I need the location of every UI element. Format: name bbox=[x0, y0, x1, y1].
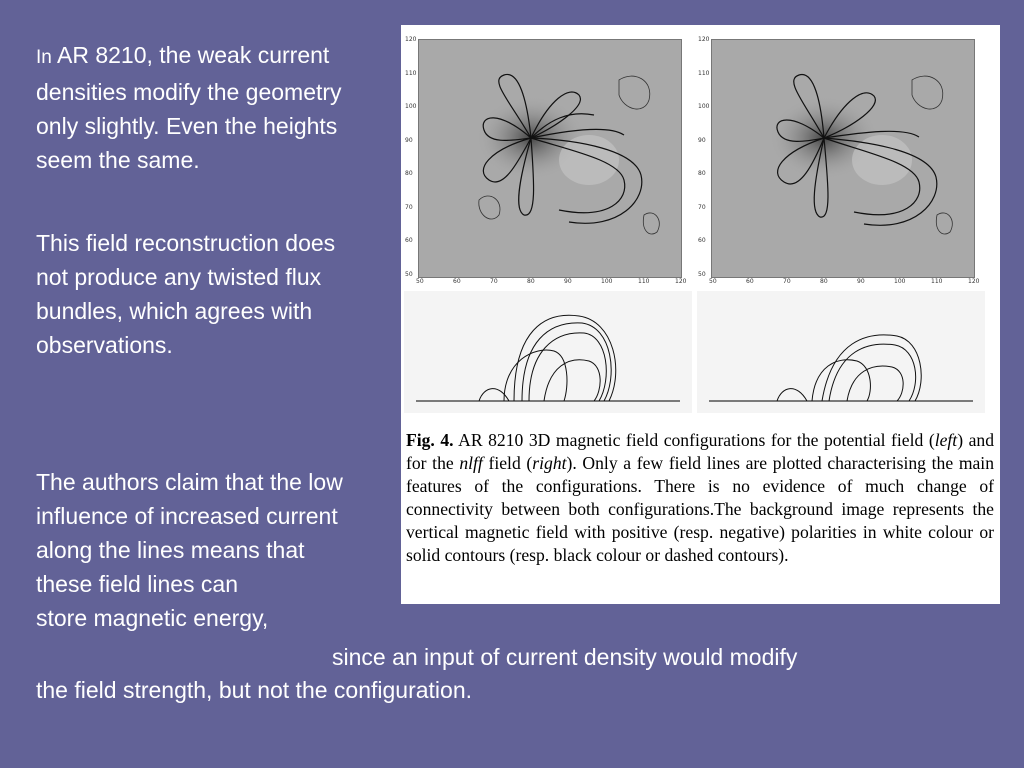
fieldline-map-left bbox=[419, 40, 681, 277]
x-tick-label: 120 bbox=[675, 278, 687, 285]
caption-label: Fig. 4. bbox=[406, 430, 454, 450]
sideview-fieldlines-right bbox=[697, 291, 985, 413]
y-tick-label: 50 bbox=[405, 270, 413, 278]
figure-caption bbox=[406, 429, 994, 567]
sideview-left bbox=[404, 291, 692, 413]
paragraph-authors-claim bbox=[36, 465, 356, 635]
magnetogram-right bbox=[711, 39, 975, 278]
x-tick-label: 90 bbox=[857, 278, 865, 285]
y-tick-label: 80 bbox=[405, 170, 413, 177]
x-tick-label: 60 bbox=[453, 278, 461, 285]
y-tick-label: 90 bbox=[698, 136, 706, 144]
x-tick-label: 110 bbox=[931, 278, 943, 285]
y-tick-label: 60 bbox=[698, 237, 706, 244]
paragraph-text: AR 8210, the weak current densities modify the geometry only slightly. Even the heights seem the same. bbox=[36, 42, 342, 173]
y-tick-label: 60 bbox=[405, 237, 413, 244]
x-tick-label: 100 bbox=[894, 278, 906, 285]
y-tick-label: 70 bbox=[698, 203, 706, 211]
y-tick-label: 120 bbox=[405, 36, 417, 43]
y-tick-label: 100 bbox=[405, 103, 417, 110]
paragraph-last-line: the field strength, but not the configuration. bbox=[36, 677, 473, 703]
caption-nlff: nlff bbox=[459, 453, 483, 473]
x-tick-label: 70 bbox=[490, 278, 498, 285]
paragraph-authors-claim-line-end: store magnetic energy, bbox=[36, 605, 269, 631]
caption-text: ) and for the bbox=[406, 430, 994, 473]
y-tick-label: 50 bbox=[698, 270, 706, 278]
x-tick-label: 50 bbox=[416, 278, 424, 285]
magnetogram-left bbox=[418, 39, 682, 278]
x-tick-label: 100 bbox=[601, 278, 613, 285]
paper-figure bbox=[401, 25, 1000, 604]
x-tick-label: 110 bbox=[638, 278, 650, 285]
caption-text: AR 8210 3D magnetic field configurations for the potential field ( bbox=[453, 430, 935, 450]
paragraph-geometry bbox=[36, 38, 356, 177]
x-tick-label: 80 bbox=[527, 278, 535, 285]
caption-left: left bbox=[934, 430, 958, 450]
sideview-right bbox=[697, 291, 985, 413]
y-tick-label: 100 bbox=[698, 103, 710, 110]
x-tick-label: 60 bbox=[746, 278, 754, 285]
y-tick-label: 90 bbox=[405, 136, 413, 144]
caption-text: field ( bbox=[482, 453, 533, 473]
paragraph-twisted-flux: This field reconstruction does not produce any twisted flux bundles, which agrees with observations. bbox=[36, 230, 336, 358]
y-tick-label: 120 bbox=[698, 36, 710, 43]
map-panel-right bbox=[697, 33, 985, 289]
y-tick-label: 70 bbox=[405, 203, 413, 211]
map-panel-left bbox=[404, 33, 692, 289]
x-tick-label: 90 bbox=[564, 278, 572, 285]
y-tick-label: 110 bbox=[405, 69, 417, 77]
y-tick-label: 80 bbox=[698, 170, 706, 177]
x-tick-label: 120 bbox=[968, 278, 980, 285]
x-tick-label: 80 bbox=[820, 278, 828, 285]
paragraph-authors-claim-text: The authors claim that the low influence of increased current along the lines means that these field lines can bbox=[36, 469, 343, 597]
x-tick-label: 70 bbox=[783, 278, 791, 285]
paragraph-continuation: since an input of current density would modify bbox=[332, 644, 798, 670]
caption-text: ). Only a few field lines are plotted characterising the main features of the configurations. There is no evidence of much change of connectivity between both configurations.The background image represents the vertical magnetic field with positive (resp. negative) polarities in white colour or solid contours (resp. black colour or dashed contours). bbox=[406, 453, 994, 565]
fieldline-map-right bbox=[712, 40, 974, 277]
x-tick-label: 50 bbox=[709, 278, 717, 285]
sideview-fieldlines-left bbox=[404, 291, 692, 413]
caption-right: right bbox=[532, 453, 567, 473]
y-tick-label: 110 bbox=[698, 69, 710, 77]
paragraph-prefix: In bbox=[36, 47, 52, 68]
